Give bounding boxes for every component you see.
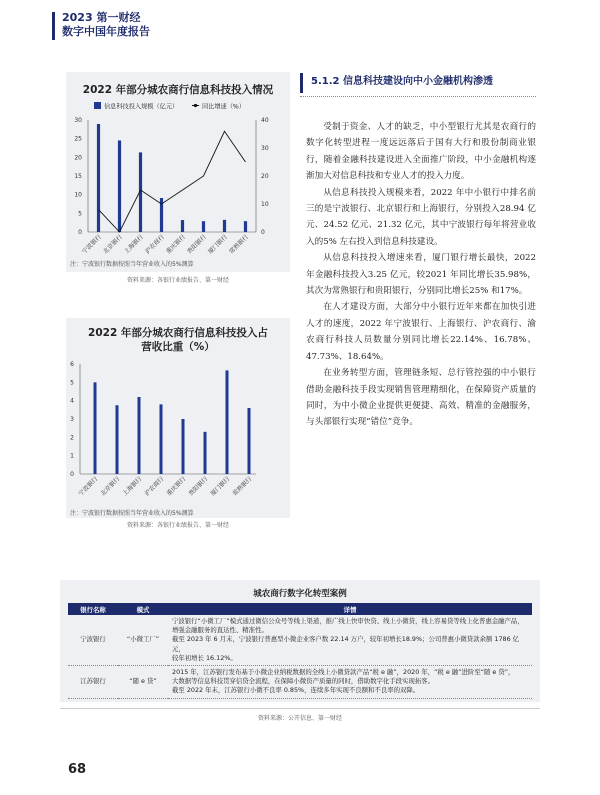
section-title: 5.1.2 信息科技建设向中小金融机构渗透 [300, 73, 536, 93]
chart-1-title: 2022 年部分城农商行信息科技投入情况 [82, 84, 274, 96]
detail-line: 截至 2023 年 6 月末，宁波银行普惠型小微企业客户数 22.14 万户，较年初增长18.9%；公司普惠小微贷款余额 1786 亿元， [172, 635, 520, 653]
right-tick-label: 20 [261, 173, 269, 180]
x-tick-label: 沪农商行 [143, 475, 166, 498]
paragraph: 从信息科技投入增速来看，厦门银行增长最快，2022 年金融科技投入3.25 亿元，较2021 年同比增长35.98%，其次为常熟银行和贵阳银行，分别同比增长25% 和17%。 [306, 253, 536, 297]
cell-mode: “小微工厂” [118, 615, 168, 666]
cell-detail [168, 615, 532, 666]
left-tick-label: 5 [78, 210, 82, 218]
x-tick-label: 重庆银行 [164, 233, 187, 256]
legend-line-marker [194, 104, 197, 107]
left-tick-label: 30 [74, 117, 82, 124]
right-tick-label: 10 [261, 201, 269, 208]
detail-line: 2015 年，江苏银行发布基于小微企业纳税数据的全线上小微贷款产品“税 e 融”，2020 年，“税 e 融”进阶至“随 e 贷”， [172, 668, 515, 677]
x-tick-label: 沪农商行 [143, 233, 166, 256]
bar [223, 220, 226, 232]
x-tick-label: 上海银行 [122, 233, 145, 256]
header-line-2: 数字中国年度报告 [62, 25, 150, 38]
y-tick-label: 6 [70, 361, 74, 368]
paragraph: 在业务转型方面，管理链条短、总行管控强的中小银行借助金融科技手段实现销售管理精细化，在保障资产质量的同时，为中小微企业提供更便捷、高效、精准的金融服务，与头部银行实现“错位”竞争。 [306, 368, 536, 428]
chart-1-source: 资料来源：各银行业绩报告、第一财经 [126, 277, 229, 284]
header-bank: 银行名称 [68, 603, 118, 615]
legend-line-label: 同比增速（%） [202, 103, 246, 111]
detail-line: 增强金融服务的直达性、精准性。 [172, 626, 268, 635]
chart-2-svg [66, 356, 290, 506]
left-tick-label: 25 [74, 135, 82, 143]
bar [202, 221, 205, 232]
header-mode: 模式 [118, 603, 168, 615]
legend-bar-swatch [94, 102, 101, 109]
x-tick-label: 贵阳银行 [185, 233, 208, 256]
detail-line: 截至 2022 年末，江苏银行小微不良率 0.85%，连续多年实现不良额和不良率的双降。 [172, 686, 420, 695]
bar [94, 382, 97, 474]
chart-1-svg [66, 100, 290, 270]
bar [160, 404, 163, 474]
bar [97, 124, 100, 232]
cell-bank: 宁波银行 [68, 615, 118, 666]
x-tick-label: 宁波银行 [77, 475, 100, 498]
paragraph: 在人才建设方面，大部分中小银行近年来都在加快引进人才的速度，2022 年宁波银行、上海银行、沪农商行、渝农商行科技人员数量分别同比增长22.14%、16.78%、47.73%、18.64%。 [306, 302, 536, 362]
bar [204, 432, 207, 474]
paragraph: 从信息科技投入规模来看，2022 年中小银行中排名前三的是宁波银行、北京银行和上海银行，分别投入28.94 亿元、24.52 亿元、21.32 亿元，其中宁波银行每年将营业收入的5% 左右投入到信息科技建设。 [306, 187, 536, 247]
y-tick-label: 0 [70, 471, 74, 478]
bar [138, 397, 141, 474]
table-row [68, 666, 532, 699]
table-title: 城农商行数字化转型案例 [253, 589, 347, 599]
detail-line: 宁波银行“小微工厂”模式通过微信公众号等线上渠道，推广线上快审快贷、线上小微贷，线上容易贷等线上化普惠金融产品， [172, 617, 524, 625]
bar [248, 408, 251, 474]
right-tick-label: 30 [261, 145, 269, 152]
case-table [68, 603, 532, 699]
chart-2-note: 注：宁波银行数据按照当年营业收入的5%测算 [70, 510, 194, 517]
cell-bank: 江苏银行 [68, 666, 118, 699]
running-header [62, 11, 262, 39]
right-tick-label: 0 [261, 229, 265, 236]
chart-1-panel [66, 72, 290, 272]
x-tick-label: 北京银行 [101, 233, 124, 256]
body-text [306, 119, 536, 431]
left-tick-label: 20 [74, 154, 82, 162]
chart-1-note: 注：宁波银行数据按照当年营业收入的5%测算 [70, 261, 194, 268]
table-header-row [68, 603, 532, 615]
chart-2-panel [66, 318, 290, 518]
x-tick-label: 厦门银行 [206, 233, 229, 256]
detail-line: 较年初增长 16.12%。 [172, 653, 237, 662]
bar [244, 221, 247, 232]
x-tick-label: 宁波银行 [80, 233, 103, 256]
x-tick-label: 北京银行 [99, 475, 122, 498]
bar [182, 419, 185, 474]
bar [226, 370, 229, 474]
y-tick-label: 5 [70, 379, 74, 387]
bar [116, 405, 119, 474]
table-bottom-rule [60, 708, 540, 709]
x-tick-label: 重庆银行 [165, 475, 188, 498]
chart-2-title-line-1: 2022 年部分城农商行信息科技投入占 [88, 327, 268, 339]
x-tick-label: 上海银行 [121, 475, 144, 498]
table-row [68, 615, 532, 666]
chart-2-title-line-2: 营收比重（%） [141, 341, 215, 353]
left-tick-label: 15 [74, 173, 82, 180]
x-tick-label: 贵阳银行 [187, 475, 210, 498]
x-tick-label: 常熟银行 [231, 475, 254, 498]
cell-detail [168, 666, 532, 699]
header-detail: 详情 [168, 603, 532, 615]
cell-mode: “随 e 贷” [118, 666, 168, 699]
detail-line: 大数据等信息科技贯穿信贷全流程，在保障小微资产质量的同时，借助数字化手段实现拓客。 [172, 677, 435, 686]
table-source: 资料来源：公开信息、第一财经 [257, 715, 342, 722]
x-tick-label: 厦门银行 [209, 475, 232, 498]
bar [181, 220, 184, 232]
paragraph: 受制于资金、人才的缺乏，中小型银行尤其是农商行的数字化转型进程一度远远落后于国有大行和股份制商业银行，随着金融科技建设进入全面推广阶段，中小金融机构逐渐加大对信息科技和专业人才的投入力度。 [306, 122, 536, 182]
page-number: 68 [68, 762, 87, 777]
y-tick-label: 1 [70, 452, 74, 460]
chart-2-source: 资料来源：各银行业绩报告、第一财经 [126, 522, 229, 529]
right-tick-label: 40 [261, 117, 269, 124]
header-accent-bar [52, 12, 55, 40]
y-tick-label: 4 [70, 397, 74, 405]
y-tick-label: 3 [70, 416, 74, 423]
x-tick-label: 常熟银行 [227, 233, 250, 256]
left-tick-label: 10 [74, 191, 82, 199]
case-table-panel [60, 580, 540, 702]
left-tick-label: 0 [78, 229, 82, 236]
legend-bar-label: 信息科技投入规模（亿元） [104, 103, 179, 111]
bar [118, 140, 121, 232]
y-tick-label: 2 [70, 434, 74, 442]
header-line-1: 2023 第一财经 [62, 11, 141, 24]
section-divider [300, 96, 536, 97]
